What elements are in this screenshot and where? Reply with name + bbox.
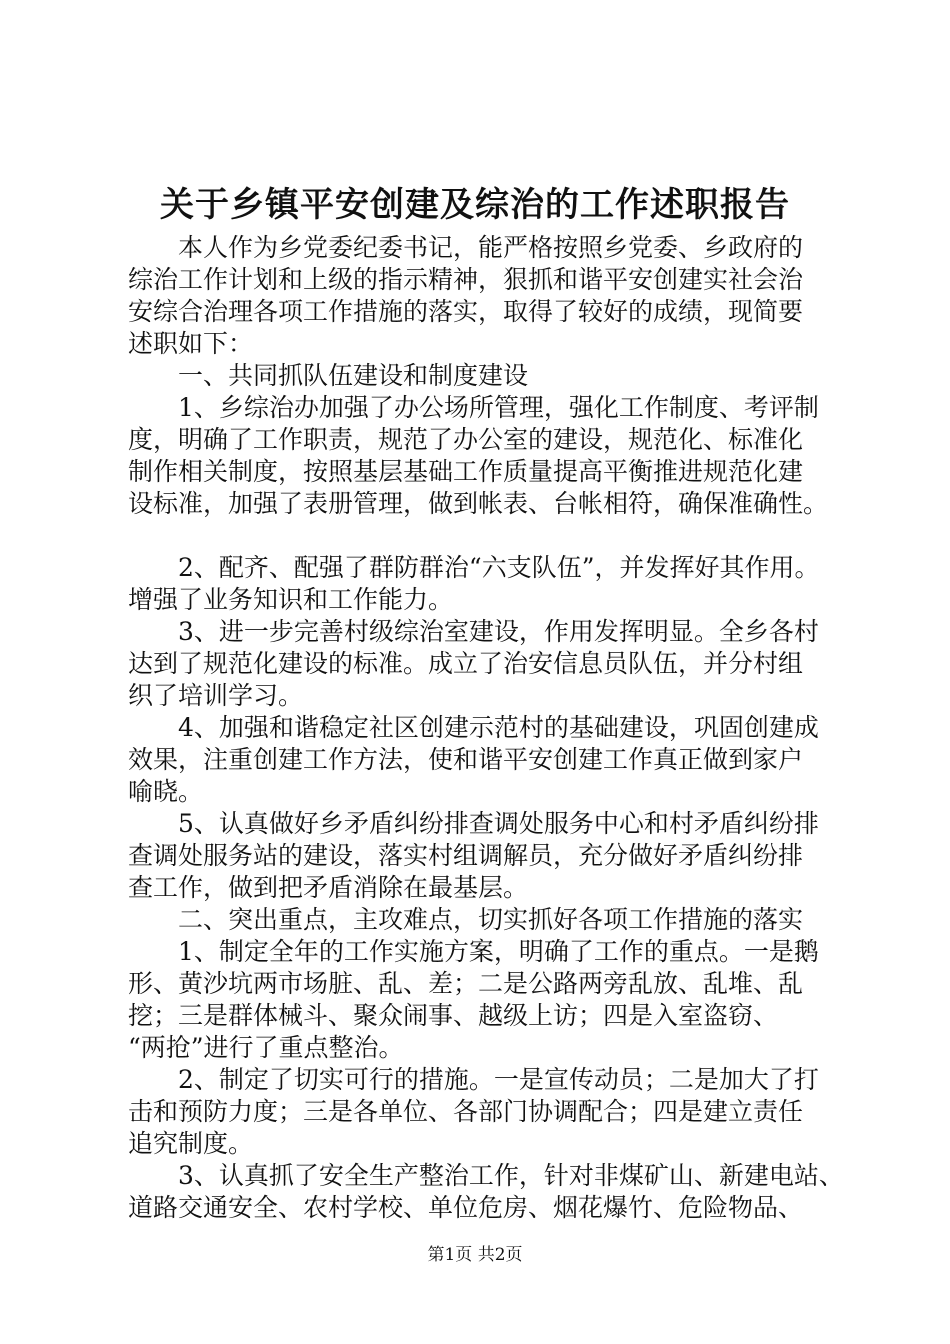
- blank-line: [128, 520, 828, 552]
- section-heading: 二、突出重点，主攻难点，切实抓好各项工作措施的落实: [128, 905, 804, 934]
- text-line: 1、制定全年的工作实施方案，明确了工作的重点。一是鹅: [128, 937, 819, 966]
- text-line: 挖；三是群体械斗、聚众闹事、越级上访；四是入室盗窃、: [128, 1001, 779, 1030]
- text-line: 3、认真抓了安全生产整治工作，针对非煤矿山、新建电站、: [128, 1161, 844, 1190]
- text-line: 道路交通安全、农村学校、单位危房、烟花爆竹、危险物品、: [128, 1193, 804, 1222]
- section-heading: 一、共同抓队伍建设和制度建设: [128, 361, 529, 390]
- text-line: 1、乡综治办加强了办公场所管理，强化工作制度、考评制: [128, 393, 819, 422]
- text-line: 综治工作计划和上级的指示精神，狠抓和谐平安创建实社会治: [128, 265, 804, 294]
- text-line: 效果，注重创建工作方法，使和谐平安创建工作真正做到家户: [128, 745, 804, 774]
- text-line: “两抢”进行了重点整治。: [128, 1033, 404, 1062]
- text-line: 制作相关制度，按照基层基础工作质量提高平衡推进规范化建: [128, 457, 804, 486]
- document-title: 关于乡镇平安创建及综治的工作述职报告: [160, 185, 790, 225]
- text-line: 设标准，加强了表册管理，做到帐表、台帐相符，确保准确性。: [128, 489, 829, 518]
- text-line: 3、进一步完善村级综治室建设，作用发挥明显。全乡各村: [128, 617, 819, 646]
- text-line: 本人作为乡党委纪委书记，能严格按照乡党委、乡政府的: [128, 233, 804, 262]
- text-line: 2、制定了切实可行的措施。一是宣传动员；二是加大了打: [128, 1065, 819, 1094]
- text-line: 安综合治理各项工作措施的落实，取得了较好的成绩，现简要: [128, 297, 804, 326]
- text-line: 4、加强和谐稳定社区创建示范村的基础建设，巩固创建成: [128, 713, 819, 742]
- text-line: 形、黄沙坑两市场脏、乱、差；二是公路两旁乱放、乱堆、乱: [128, 969, 804, 998]
- text-line: 喻晓。: [128, 777, 204, 806]
- text-line: 增强了业务知识和工作能力。: [128, 585, 454, 614]
- document-body: [128, 232, 844, 1224]
- text-line: 织了培训学习。: [128, 681, 304, 710]
- text-line: 查工作，做到把矛盾消除在最基层。: [128, 873, 529, 902]
- text-line: 击和预防力度；三是各单位、各部门协调配合；四是建立责任: [128, 1097, 804, 1126]
- page-footer: 第1页 共2页: [427, 1245, 523, 1265]
- text-line: 述职如下：: [128, 329, 254, 358]
- text-line: 追究制度。: [128, 1129, 254, 1158]
- text-line: 2、配齐、配强了群防群治“六支队伍”，并发挥好其作用。: [128, 553, 820, 582]
- text-line: 5、认真做好乡矛盾纠纷排查调处服务中心和村矛盾纠纷排: [128, 809, 819, 838]
- text-line: 度，明确了工作职责，规范了办公室的建设，规范化、标准化: [128, 425, 804, 454]
- text-line: 查调处服务站的建设，落实村组调解员，充分做好矛盾纠纷排: [128, 841, 804, 870]
- text-line: 达到了规范化建设的标准。成立了治安信息员队伍，并分村组: [128, 649, 804, 678]
